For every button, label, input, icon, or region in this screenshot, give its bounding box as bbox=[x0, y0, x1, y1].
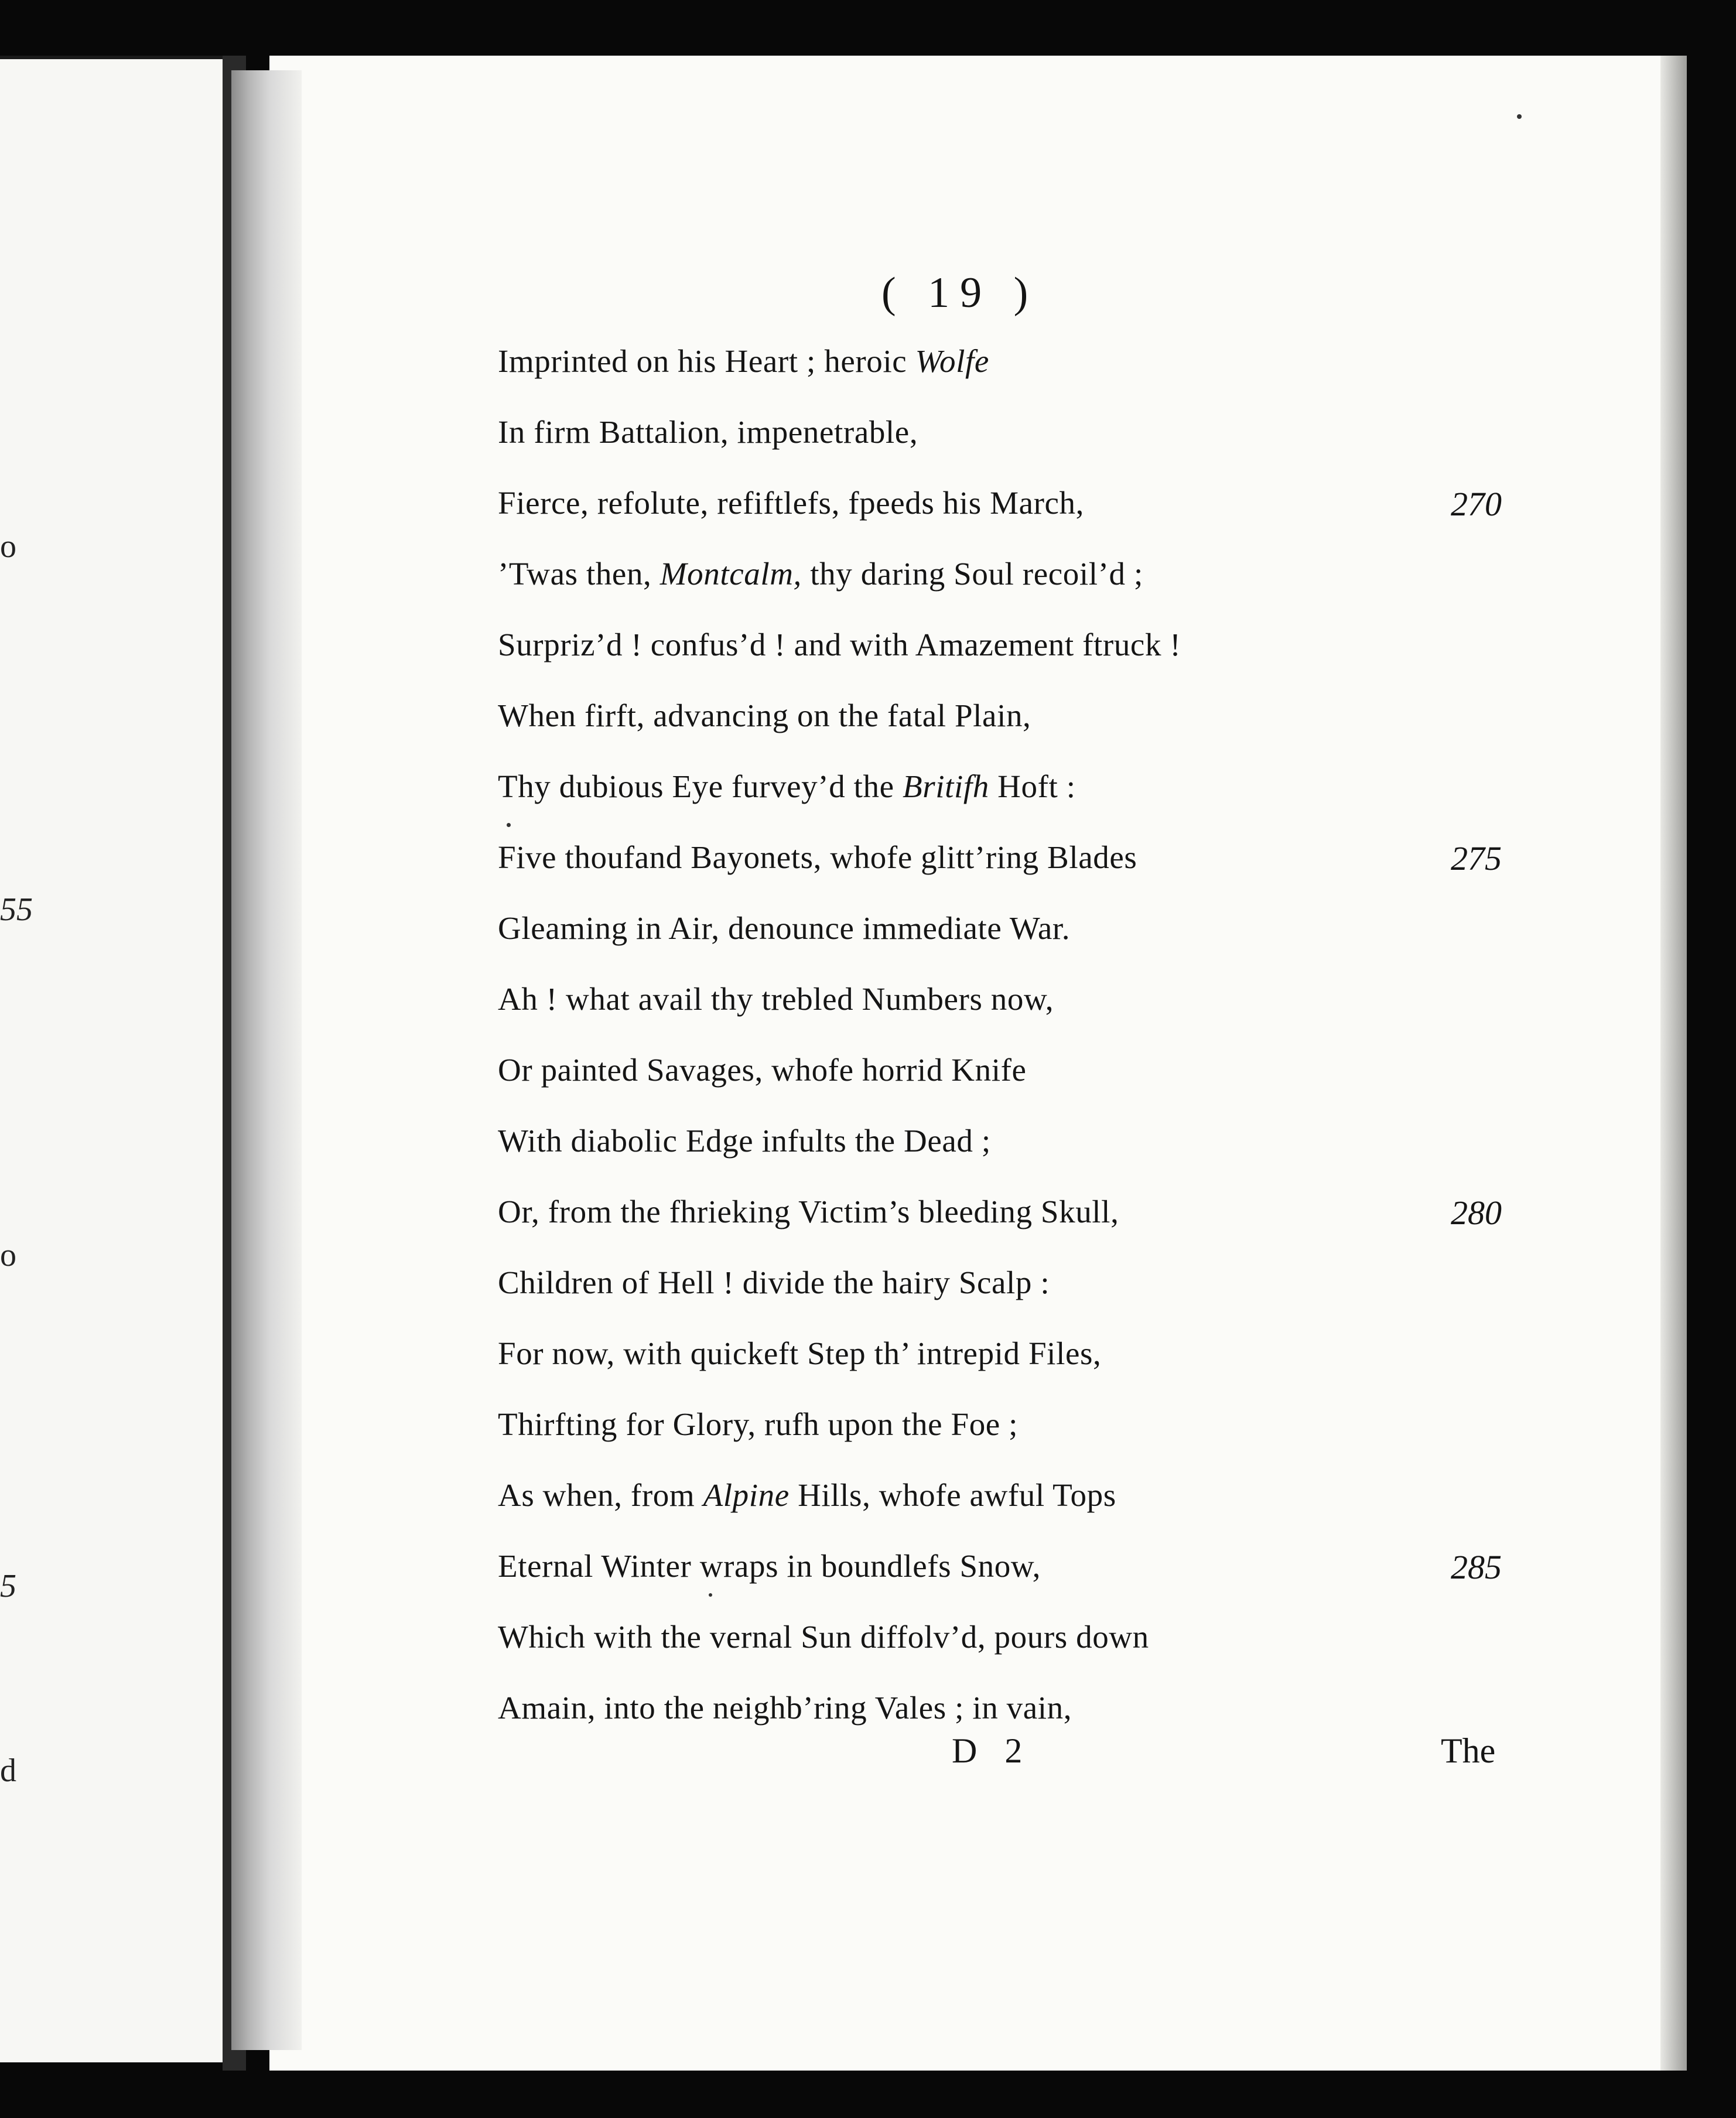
poem-line bbox=[498, 1335, 1101, 1372]
poem-line-text: In firm Battalion, impenetrable, bbox=[498, 414, 918, 450]
left-margin-fragment: o bbox=[0, 528, 16, 565]
poem-line-text: For now, with quickeft Step th’ intrepid Files, bbox=[498, 1335, 1102, 1371]
left-margin-fragment: o bbox=[0, 1237, 16, 1273]
poem-line-text: Thirfting for Glory, rufh upon the Foe ; bbox=[498, 1406, 1019, 1442]
poem-line bbox=[498, 1264, 1050, 1301]
scan-speck bbox=[709, 1593, 712, 1597]
poem-line bbox=[498, 910, 1070, 947]
poem-line-text: Thy dubious Eye furvey’d the bbox=[498, 768, 903, 804]
poem-line-text: Or, from the fhrieking Victim’s bleeding Skull, bbox=[498, 1194, 1119, 1229]
poem-line-text: With diabolic Edge infults the Dead ; bbox=[498, 1123, 991, 1159]
poem-line bbox=[498, 626, 1181, 663]
poem-line bbox=[498, 1618, 1149, 1655]
poem-line-text: thy daring Soul recoil’d ; bbox=[801, 556, 1143, 592]
poem-line-italic: Montcalm, bbox=[659, 556, 802, 592]
poem-line-text: Hoft : bbox=[989, 768, 1076, 804]
left-margin-fragment: 5 bbox=[0, 1568, 16, 1604]
line-number: 275 bbox=[1451, 839, 1502, 877]
poem-line bbox=[498, 1122, 991, 1159]
signature-mark: D 2 bbox=[952, 1731, 1032, 1770]
poem-line bbox=[498, 343, 989, 380]
poem-line-text: When firft, advancing on the fatal Plain, bbox=[498, 698, 1031, 733]
page-number: ( 19 ) bbox=[881, 269, 1039, 317]
catchword: The bbox=[1441, 1731, 1496, 1770]
poem-line bbox=[498, 768, 1076, 805]
poem-line-text: Gleaming in Air, denounce immediate War. bbox=[498, 910, 1071, 946]
line-number: 280 bbox=[1451, 1194, 1502, 1232]
poem-line-italic: Wolfe bbox=[915, 343, 989, 379]
poem-line bbox=[498, 484, 1084, 521]
line-number: 285 bbox=[1451, 1548, 1502, 1586]
gutter-shadow bbox=[231, 70, 302, 2050]
poem-line-text: Amain, into the neighb’ring Vales ; in vain, bbox=[498, 1690, 1072, 1726]
poem-line-text: ’Twas then, bbox=[498, 556, 660, 592]
poem-line bbox=[498, 1477, 1116, 1514]
poem-line-text: As when, from bbox=[498, 1477, 703, 1513]
poem-line bbox=[498, 414, 918, 450]
scan-speck bbox=[1517, 114, 1522, 119]
poem-line-text: Children of Hell ! divide the hairy Scalp : bbox=[498, 1265, 1050, 1300]
poem-line-text: Fierce, refolute, refiftlefs, fpeeds his March, bbox=[498, 485, 1084, 521]
poem-line bbox=[498, 981, 1054, 1017]
line-number: 270 bbox=[1451, 485, 1502, 523]
poem-line bbox=[498, 1051, 1027, 1088]
poem-line bbox=[498, 1689, 1072, 1726]
scan-speck bbox=[507, 823, 511, 827]
poem-line-text: Imprinted on his Heart ; heroic bbox=[498, 343, 915, 379]
poem-line bbox=[498, 1193, 1119, 1230]
poem-line bbox=[498, 697, 1031, 734]
poem-line-text: Eternal Winter wraps in boundlefs Snow, bbox=[498, 1548, 1041, 1584]
poem-line-text: Five thoufand Bayonets, whofe glitt’ring Blades bbox=[498, 839, 1137, 875]
left-margin-fragment: 55 bbox=[0, 891, 33, 928]
page-edge-shadow bbox=[1660, 56, 1687, 2071]
poem-line-text: Or painted Savages, whofe horrid Knife bbox=[498, 1052, 1027, 1088]
poem-line bbox=[498, 1547, 1041, 1584]
poem-line-italic: Britifh bbox=[903, 768, 989, 804]
poem-line bbox=[498, 839, 1137, 876]
left-margin-fragment: d bbox=[0, 1753, 16, 1789]
poem-line bbox=[498, 1406, 1018, 1443]
poem-line-italic: Alpine bbox=[703, 1477, 790, 1513]
poem-line-text: Ah ! what avail thy trebled Numbers now, bbox=[498, 981, 1054, 1017]
left-page-fragment bbox=[0, 56, 231, 2062]
poem-line-text: Surpriz’d ! confus’d ! and with Amazement ftruck ! bbox=[498, 627, 1181, 662]
poem-line-text: Hills, whofe awful Tops bbox=[789, 1477, 1116, 1513]
poem-line bbox=[498, 555, 1143, 592]
poem-line-text: Which with the vernal Sun diffolv’d, pours down bbox=[498, 1619, 1149, 1655]
